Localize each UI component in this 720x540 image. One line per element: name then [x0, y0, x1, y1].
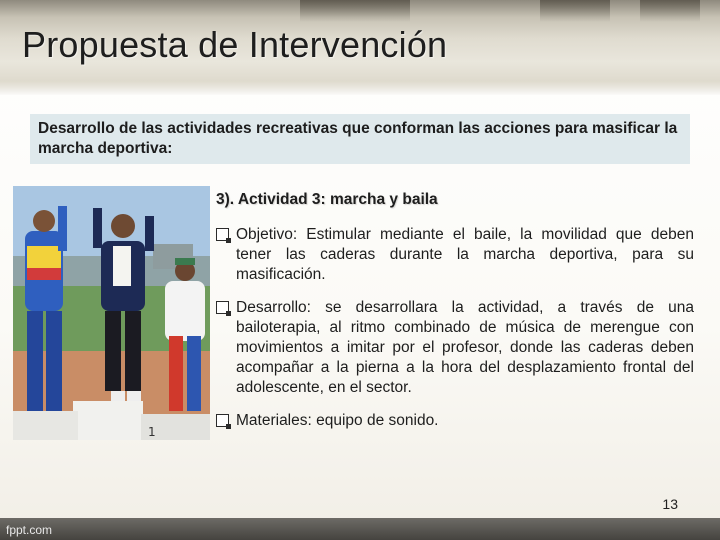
intro-box: Desarrollo de las actividades recreativas que conforman las acciones para masificar la marcha deportiva:	[30, 114, 690, 164]
activity-content	[216, 190, 694, 444]
footer-brand: fppt.com	[6, 523, 53, 537]
list-item-materials	[216, 411, 694, 431]
svg-text:1: 1	[148, 425, 156, 439]
activity-title: 3). Actividad 3: marcha y baila	[216, 191, 438, 208]
footer-bar	[0, 518, 720, 540]
checkbox-bullet-icon	[216, 301, 229, 314]
list-item-text: Objetivo: Estimular mediante el baile, la movilidad que deben tener las caderas durante la marcha deportiva, para su masificación.	[236, 226, 694, 283]
list-item-development	[216, 298, 694, 398]
slide-title: Propuesta de Intervención	[22, 24, 448, 65]
podium-photo	[13, 186, 210, 440]
checkbox-bullet-icon	[216, 414, 229, 427]
checkbox-bullet-icon	[216, 228, 229, 241]
list-item-text: Materiales: equipo de sonido.	[236, 412, 439, 429]
list-item-text: Desarrollo: se desarrollara la actividad, a través de una bailoterapia, al ritmo combinado de música de merengue con movimientos a imitar por el profesor, donde las caderas deben acompañar a la pierna a la hora del desplazamiento frontal del adolescente, en el sector.	[236, 299, 694, 396]
list-item-objective	[216, 225, 694, 285]
page-number: 13	[662, 496, 678, 512]
